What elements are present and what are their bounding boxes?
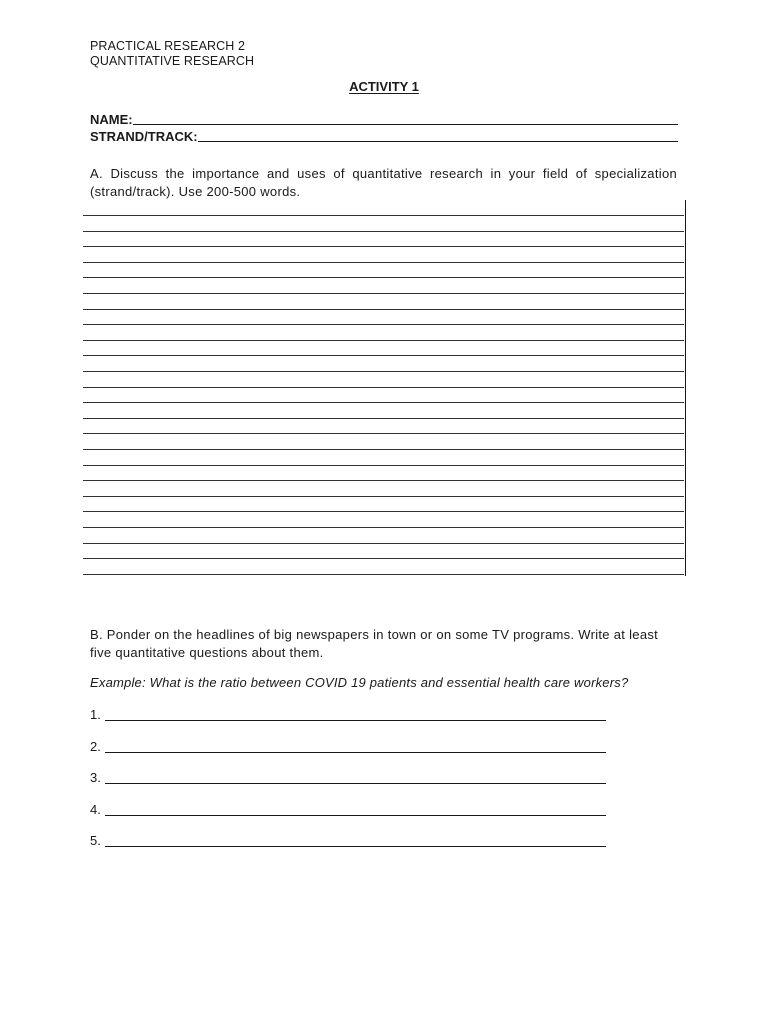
essay-ruled-line bbox=[83, 465, 684, 466]
essay-ruled-line bbox=[83, 511, 684, 512]
name-label: NAME: bbox=[90, 112, 133, 127]
question-answer-line[interactable] bbox=[105, 708, 606, 721]
essay-ruled-line bbox=[83, 340, 684, 341]
section-a-instructions: A. Discuss the importance and uses of quantitative research in your field of specialization (strand/track). Use 200-500 words. bbox=[90, 166, 677, 199]
essay-ruled-line bbox=[83, 574, 684, 575]
question-row[interactable] bbox=[90, 770, 606, 785]
essay-ruled-line bbox=[83, 246, 684, 247]
section-b-instructions: B. Ponder on the headlines of big newspapers in town or on some TV programs. Write at least five quantitative questions about them. bbox=[90, 627, 659, 660]
essay-ruled-line bbox=[83, 449, 684, 450]
essay-ruled-line bbox=[83, 387, 684, 388]
question-number: 1. bbox=[90, 707, 101, 722]
question-row[interactable] bbox=[90, 739, 606, 754]
course-subtitle: QUANTITATIVE RESEARCH bbox=[90, 54, 255, 68]
essay-ruled-line bbox=[83, 277, 684, 278]
essay-ruled-line bbox=[83, 402, 684, 403]
course-title: PRACTICAL RESEARCH 2 bbox=[90, 39, 246, 53]
name-field[interactable] bbox=[90, 112, 678, 127]
question-number: 3. bbox=[90, 770, 101, 785]
essay-ruled-line bbox=[83, 371, 684, 372]
essay-ruled-line bbox=[83, 418, 684, 419]
question-number: 5. bbox=[90, 833, 101, 848]
essay-ruled-line bbox=[83, 231, 684, 232]
question-row[interactable] bbox=[90, 833, 606, 848]
essay-ruled-line bbox=[83, 480, 684, 481]
question-row[interactable] bbox=[90, 707, 606, 722]
strand-track-field[interactable] bbox=[90, 129, 678, 144]
essay-ruled-line bbox=[83, 543, 684, 544]
question-answer-line[interactable] bbox=[105, 771, 606, 784]
essay-ruled-line bbox=[83, 433, 684, 434]
essay-ruled-line bbox=[83, 324, 684, 325]
essay-ruled-line bbox=[83, 355, 684, 356]
essay-ruled-line bbox=[83, 527, 684, 528]
activity-title bbox=[0, 79, 768, 94]
essay-ruled-line bbox=[83, 293, 684, 294]
essay-writing-area[interactable] bbox=[83, 200, 686, 576]
essay-ruled-line bbox=[83, 309, 684, 310]
strand-track-blank-line[interactable] bbox=[198, 129, 678, 142]
essay-ruled-line bbox=[83, 262, 684, 263]
essay-ruled-line bbox=[83, 558, 684, 559]
name-blank-line[interactable] bbox=[133, 112, 678, 125]
question-answer-line[interactable] bbox=[105, 740, 606, 753]
activity-title-text: ACTIVITY 1 bbox=[349, 79, 419, 94]
question-answer-line[interactable] bbox=[105, 834, 606, 847]
question-row[interactable] bbox=[90, 802, 606, 817]
question-answer-line[interactable] bbox=[105, 803, 606, 816]
question-number: 4. bbox=[90, 801, 101, 817]
strand-track-label: STRAND/TRACK: bbox=[90, 129, 198, 144]
section-b-example: Example: What is the ratio between COVID 19 patients and essential health care workers? bbox=[90, 675, 629, 690]
essay-ruled-line bbox=[83, 215, 684, 216]
document-header bbox=[90, 39, 254, 69]
question-number: 2. bbox=[90, 738, 101, 754]
essay-ruled-line bbox=[83, 496, 684, 497]
